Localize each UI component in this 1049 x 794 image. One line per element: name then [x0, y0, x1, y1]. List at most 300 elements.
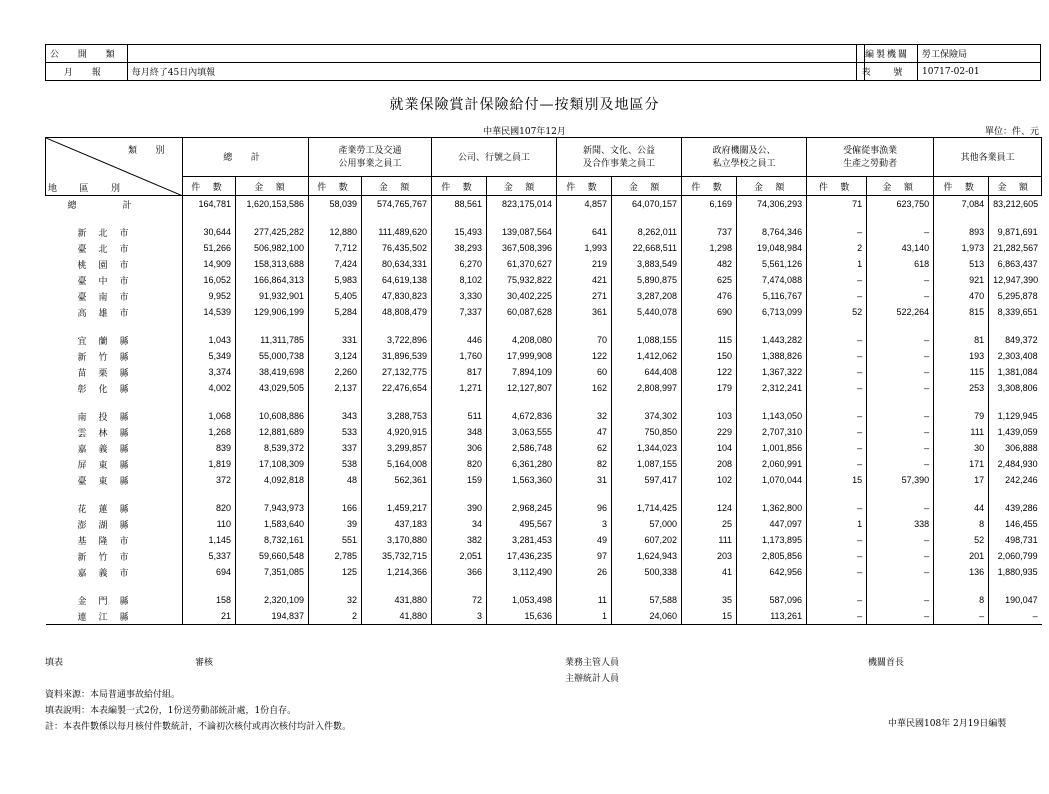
- count-cell: 1,819: [183, 456, 236, 472]
- count-cell: –: [807, 348, 867, 364]
- region-name: 嘉義市: [77, 567, 141, 578]
- count-cell: 5,337: [183, 548, 236, 564]
- amount-cell: 6,863,437: [989, 256, 1042, 272]
- group-header-government: 政府機關及公、 私立學校之員工: [682, 138, 807, 177]
- amount-cell: 849,372: [989, 332, 1042, 348]
- amount-cell: 1,087,155: [612, 456, 682, 472]
- count-cell: 82: [557, 456, 612, 472]
- amount-cell: 2,320,109: [236, 592, 309, 608]
- count-cell: 21: [183, 608, 236, 625]
- table-row: [46, 424, 1042, 440]
- spacer-cell: [682, 212, 737, 224]
- count-cell: 421: [557, 272, 612, 288]
- amount-cell: 139,087,564: [487, 224, 557, 240]
- amount-cell: 642,956: [737, 564, 807, 580]
- spacer-cell: [487, 488, 557, 500]
- table-row: [46, 272, 1042, 288]
- count-cell: 219: [557, 256, 612, 272]
- amount-cell: 43,029,505: [236, 380, 309, 396]
- amount-cell: 7,474,088: [737, 272, 807, 288]
- amount-cell: 22,476,654: [362, 380, 432, 396]
- count-cell: 47: [557, 424, 612, 440]
- count-cell: 1,271: [432, 380, 487, 396]
- count-cell: –: [807, 608, 867, 625]
- count-cell: 641: [557, 224, 612, 240]
- spacer-cell: [46, 580, 183, 592]
- count-cell: 3,330: [432, 288, 487, 304]
- amount-cell: 1,714,425: [612, 500, 682, 516]
- count-cell: 229: [682, 424, 737, 440]
- amount-cell: 823,175,014: [487, 196, 557, 213]
- amount-cell: 1,143,050: [737, 408, 807, 424]
- count-cell: –: [807, 592, 867, 608]
- amount-cell: 1,214,366: [362, 564, 432, 580]
- group-header-fishery: 受僱從事漁業 生產之勞動者: [807, 138, 934, 177]
- count-cell: 1,993: [557, 240, 612, 256]
- amount-cell: 1,624,943: [612, 548, 682, 564]
- table-row: [46, 472, 1042, 488]
- count-cell: 111: [934, 424, 989, 440]
- amount-cell: 7,943,973: [236, 500, 309, 516]
- count-cell: –: [807, 532, 867, 548]
- amount-cell: 7,351,085: [236, 564, 309, 580]
- spacer-cell: [867, 396, 934, 408]
- spacer-cell: [612, 320, 682, 332]
- count-cell: 164,781: [183, 196, 236, 213]
- amount-cell: –: [867, 348, 934, 364]
- amount-cell: 15,636: [487, 608, 557, 625]
- region-name: 臺南市: [77, 291, 141, 302]
- amount-cell: 618: [867, 256, 934, 272]
- count-cell: 513: [934, 256, 989, 272]
- count-cell: –: [934, 608, 989, 625]
- count-cell: –: [807, 500, 867, 516]
- amount-cell: 31,896,539: [362, 348, 432, 364]
- count-cell: 124: [682, 500, 737, 516]
- region-name: 宜蘭縣: [77, 335, 141, 346]
- count-cell: 72: [432, 592, 487, 608]
- count-cell: 7,712: [309, 240, 362, 256]
- count-cell: 3: [432, 608, 487, 625]
- region-name: 南投縣: [77, 411, 141, 422]
- count-cell: 1,145: [183, 532, 236, 548]
- count-cell: 737: [682, 224, 737, 240]
- count-cell: 32: [557, 408, 612, 424]
- count-cell: 44: [934, 500, 989, 516]
- spacer-cell: [236, 580, 309, 592]
- amount-cell: 111,489,620: [362, 224, 432, 240]
- count-cell: 52: [934, 532, 989, 548]
- amount-cell: –: [867, 424, 934, 440]
- amount-cell: 3,299,857: [362, 440, 432, 456]
- count-cell: 9,952: [183, 288, 236, 304]
- spacer-cell: [46, 320, 183, 332]
- spacer-cell: [934, 580, 989, 592]
- amount-cell: 2,808,997: [612, 380, 682, 396]
- count-cell: 162: [557, 380, 612, 396]
- spacer-cell: [309, 488, 362, 500]
- spacer-cell: [737, 320, 807, 332]
- count-cell: 3: [557, 516, 612, 532]
- count-cell: –: [807, 424, 867, 440]
- amount-cell: –: [867, 564, 934, 580]
- count-cell: 32: [309, 592, 362, 608]
- subheader-amount: 金 額: [867, 177, 934, 196]
- count-cell: 8: [934, 516, 989, 532]
- count-cell: 343: [309, 408, 362, 424]
- amount-cell: 2,484,930: [989, 456, 1042, 472]
- count-cell: 31: [557, 472, 612, 488]
- table-row: [46, 532, 1042, 548]
- spacer-row: [46, 580, 1042, 592]
- spacer-cell: [807, 488, 867, 500]
- amount-cell: 38,419,698: [236, 364, 309, 380]
- spacer-cell: [183, 488, 236, 500]
- subheader-count: 件 數: [934, 177, 989, 196]
- spacer-cell: [46, 396, 183, 408]
- count-cell: 694: [183, 564, 236, 580]
- amount-cell: 12,127,807: [487, 380, 557, 396]
- count-cell: 17: [934, 472, 989, 488]
- amount-cell: 22,668,511: [612, 240, 682, 256]
- count-cell: 8: [934, 592, 989, 608]
- table-row: [46, 500, 1042, 516]
- region-name: 桃園市: [77, 259, 141, 270]
- count-cell: 5,284: [309, 304, 362, 320]
- count-cell: 1,760: [432, 348, 487, 364]
- count-cell: –: [807, 288, 867, 304]
- report-period: 中華民國107年12月: [483, 127, 566, 137]
- amount-cell: 374,302: [612, 408, 682, 424]
- region-name: 臺中市: [77, 275, 141, 286]
- region-name: 臺北市: [77, 243, 141, 254]
- amount-cell: 1,173,895: [737, 532, 807, 548]
- amount-cell: –: [867, 224, 934, 240]
- amount-cell: 1,880,935: [989, 564, 1042, 580]
- count-cell: 551: [309, 532, 362, 548]
- signature-head: 機關首長: [868, 658, 905, 668]
- count-cell: 2,260: [309, 364, 362, 380]
- amount-cell: –: [867, 592, 934, 608]
- spacer-cell: [612, 212, 682, 224]
- amount-cell: 5,116,767: [737, 288, 807, 304]
- amount-cell: –: [867, 272, 934, 288]
- count-cell: –: [807, 456, 867, 472]
- count-cell: 2: [309, 608, 362, 625]
- count-cell: 103: [682, 408, 737, 424]
- count-cell: 39: [309, 516, 362, 532]
- corner-region-label: 地 區 別: [48, 183, 131, 193]
- region-name: 雲林縣: [77, 427, 141, 438]
- amount-cell: 64,070,157: [612, 196, 682, 213]
- amount-cell: 74,306,293: [737, 196, 807, 213]
- amount-cell: 242,246: [989, 472, 1042, 488]
- amount-cell: 1,088,155: [612, 332, 682, 348]
- amount-cell: 623,750: [867, 196, 934, 213]
- count-cell: 482: [682, 256, 737, 272]
- count-cell: –: [807, 564, 867, 580]
- amount-cell: 41,880: [362, 608, 432, 625]
- count-cell: 6,270: [432, 256, 487, 272]
- spacer-cell: [612, 488, 682, 500]
- amount-cell: 75,932,822: [487, 272, 557, 288]
- region-name: 新竹市: [77, 551, 141, 562]
- amount-cell: 194,837: [236, 608, 309, 625]
- amount-cell: 1,563,360: [487, 472, 557, 488]
- spacer-cell: [487, 396, 557, 408]
- amount-cell: 2,312,241: [737, 380, 807, 396]
- spacer-cell: [362, 212, 432, 224]
- amount-cell: –: [867, 332, 934, 348]
- spacer-cell: [867, 580, 934, 592]
- count-cell: 921: [934, 272, 989, 288]
- count-cell: 110: [183, 516, 236, 532]
- spacer-cell: [682, 320, 737, 332]
- amount-cell: 2,060,991: [737, 456, 807, 472]
- spacer-cell: [362, 580, 432, 592]
- amount-cell: –: [867, 532, 934, 548]
- spacer-cell: [934, 320, 989, 332]
- count-cell: 166: [309, 500, 362, 516]
- count-cell: 2,137: [309, 380, 362, 396]
- spacer-cell: [557, 320, 612, 332]
- count-cell: 690: [682, 304, 737, 320]
- amount-cell: 17,108,309: [236, 456, 309, 472]
- header-right-label-1: 編製機關: [857, 45, 918, 63]
- spacer-cell: [183, 320, 236, 332]
- table-row: [46, 332, 1042, 348]
- amount-cell: –: [867, 364, 934, 380]
- amount-cell: 166,864,313: [236, 272, 309, 288]
- count-cell: 331: [309, 332, 362, 348]
- amount-cell: 4,208,080: [487, 332, 557, 348]
- table-row: [46, 224, 1042, 240]
- count-cell: 136: [934, 564, 989, 580]
- count-cell: 361: [557, 304, 612, 320]
- spacer-row: [46, 320, 1042, 332]
- spacer-cell: [989, 580, 1042, 592]
- amount-cell: 3,883,549: [612, 256, 682, 272]
- amount-cell: 57,390: [867, 472, 934, 488]
- region-name: 金門縣: [77, 595, 141, 606]
- count-cell: 893: [934, 224, 989, 240]
- count-cell: 538: [309, 456, 362, 472]
- count-cell: 1,268: [183, 424, 236, 440]
- count-cell: –: [807, 272, 867, 288]
- spacer-cell: [989, 320, 1042, 332]
- header-left-box: [45, 44, 865, 81]
- table-body: [46, 196, 1042, 625]
- region-name: 總計: [67, 199, 178, 210]
- spacer-cell: [557, 580, 612, 592]
- amount-cell: 83,212,605: [989, 196, 1042, 213]
- spacer-cell: [487, 320, 557, 332]
- count-cell: 1,973: [934, 240, 989, 256]
- subheader-count: 件 數: [557, 177, 612, 196]
- header-right-value-2: 10717-02-01: [918, 63, 1041, 81]
- region-name: 嘉義縣: [77, 443, 141, 454]
- count-cell: 158: [183, 592, 236, 608]
- amount-cell: 495,567: [487, 516, 557, 532]
- amount-cell: 2,707,310: [737, 424, 807, 440]
- amount-cell: 17,436,235: [487, 548, 557, 564]
- count-cell: 171: [934, 456, 989, 472]
- count-cell: 48: [309, 472, 362, 488]
- spacer-cell: [807, 580, 867, 592]
- group-header-industry: 產業勞工及交通 公用事業之員工: [309, 138, 432, 177]
- count-cell: 7,337: [432, 304, 487, 320]
- amount-cell: 5,295,878: [989, 288, 1042, 304]
- spacer-cell: [737, 580, 807, 592]
- amount-cell: 3,308,806: [989, 380, 1042, 396]
- amount-cell: 43,140: [867, 240, 934, 256]
- count-cell: 122: [557, 348, 612, 364]
- amount-cell: 2,968,245: [487, 500, 557, 516]
- spacer-cell: [557, 488, 612, 500]
- count-cell: 253: [934, 380, 989, 396]
- count-cell: 8,102: [432, 272, 487, 288]
- count-cell: 6,169: [682, 196, 737, 213]
- amount-cell: 750,850: [612, 424, 682, 440]
- count-cell: 125: [309, 564, 362, 580]
- count-cell: –: [807, 380, 867, 396]
- count-cell: 51,266: [183, 240, 236, 256]
- count-cell: 15: [807, 472, 867, 488]
- table-row: [46, 440, 1042, 456]
- amount-cell: 59,660,548: [236, 548, 309, 564]
- spacer-cell: [934, 396, 989, 408]
- count-cell: 201: [934, 548, 989, 564]
- amount-cell: 8,539,372: [236, 440, 309, 456]
- amount-cell: 8,262,011: [612, 224, 682, 240]
- count-cell: 14,539: [183, 304, 236, 320]
- region-name: 臺東縣: [77, 475, 141, 486]
- table-row: [46, 240, 1042, 256]
- amount-cell: 522,264: [867, 304, 934, 320]
- header-left-value-1: [127, 45, 864, 63]
- amount-cell: 277,425,282: [236, 224, 309, 240]
- amount-cell: 80,634,331: [362, 256, 432, 272]
- subheader-amount: 金 額: [737, 177, 807, 196]
- spacer-cell: [432, 320, 487, 332]
- count-cell: 4,857: [557, 196, 612, 213]
- amount-cell: 57,588: [612, 592, 682, 608]
- count-cell: 70: [557, 332, 612, 348]
- amount-cell: 1,620,153,586: [236, 196, 309, 213]
- amount-cell: 367,508,396: [487, 240, 557, 256]
- count-cell: 1,043: [183, 332, 236, 348]
- count-cell: 817: [432, 364, 487, 380]
- count-cell: –: [807, 408, 867, 424]
- amount-cell: 498,731: [989, 532, 1042, 548]
- count-cell: 470: [934, 288, 989, 304]
- subheader-amount: 金 額: [487, 177, 557, 196]
- count-cell: 15: [682, 608, 737, 625]
- amount-cell: 55,000,738: [236, 348, 309, 364]
- region-name: 基隆市: [77, 535, 141, 546]
- spacer-cell: [737, 488, 807, 500]
- count-cell: 38,293: [432, 240, 487, 256]
- table-row: [46, 592, 1042, 608]
- count-cell: 88,561: [432, 196, 487, 213]
- spacer-cell: [557, 396, 612, 408]
- unit-label: 單位：件、元: [984, 127, 1039, 137]
- amount-cell: 1,344,023: [612, 440, 682, 456]
- spacer-cell: [867, 320, 934, 332]
- spacer-cell: [487, 580, 557, 592]
- amount-cell: –: [867, 408, 934, 424]
- count-cell: 111: [682, 532, 737, 548]
- region-name: 澎湖縣: [77, 519, 141, 530]
- amount-cell: –: [867, 548, 934, 564]
- subheader-count: 件 數: [682, 177, 737, 196]
- count-cell: 815: [934, 304, 989, 320]
- count-cell: 193: [934, 348, 989, 364]
- spacer-cell: [682, 488, 737, 500]
- region-name: 新北市: [77, 227, 141, 238]
- spacer-cell: [807, 320, 867, 332]
- spacer-cell: [236, 212, 309, 224]
- amount-cell: 8,764,346: [737, 224, 807, 240]
- region-name: 新竹縣: [77, 351, 141, 362]
- amount-cell: 61,370,627: [487, 256, 557, 272]
- count-cell: 511: [432, 408, 487, 424]
- amount-cell: –: [867, 440, 934, 456]
- amount-cell: 506,982,100: [236, 240, 309, 256]
- count-cell: 15,493: [432, 224, 487, 240]
- spacer-cell: [236, 396, 309, 408]
- amount-cell: 574,765,767: [362, 196, 432, 213]
- amount-cell: –: [867, 456, 934, 472]
- group-header-total: 總 計: [183, 138, 309, 177]
- page-title: 就業保險賞計保險給付—按類別及地區分: [389, 97, 660, 113]
- note-source: 資料來源：本局普通事故給付組。: [45, 690, 181, 700]
- amount-cell: 12,947,390: [989, 272, 1042, 288]
- spacer-cell: [362, 488, 432, 500]
- amount-cell: 4,092,818: [236, 472, 309, 488]
- group-header-news-culture: 新聞、文化、公益 及合作事業之員工: [557, 138, 682, 177]
- spacer-cell: [309, 580, 362, 592]
- count-cell: 58,039: [309, 196, 362, 213]
- amount-cell: 447,097: [737, 516, 807, 532]
- amount-cell: 5,440,078: [612, 304, 682, 320]
- amount-cell: 644,408: [612, 364, 682, 380]
- amount-cell: 76,435,502: [362, 240, 432, 256]
- amount-cell: 3,287,208: [612, 288, 682, 304]
- count-cell: 52: [807, 304, 867, 320]
- count-cell: 2: [807, 240, 867, 256]
- count-cell: 1: [807, 256, 867, 272]
- amount-cell: –: [867, 380, 934, 396]
- spacer-cell: [682, 396, 737, 408]
- amount-cell: 5,890,875: [612, 272, 682, 288]
- subheader-row: [46, 177, 1042, 196]
- table-row: [46, 408, 1042, 424]
- spacer-cell: [309, 396, 362, 408]
- count-cell: 150: [682, 348, 737, 364]
- table-corner-header: [46, 138, 183, 196]
- count-cell: 79: [934, 408, 989, 424]
- amount-cell: 562,361: [362, 472, 432, 488]
- count-cell: 1: [557, 608, 612, 625]
- signature-supervisor: 業務主管人員: [565, 658, 620, 668]
- amount-cell: 1,459,217: [362, 500, 432, 516]
- spacer-cell: [432, 580, 487, 592]
- table-row: [46, 288, 1042, 304]
- amount-cell: 4,672,836: [487, 408, 557, 424]
- spacer-cell: [487, 212, 557, 224]
- count-cell: 390: [432, 500, 487, 516]
